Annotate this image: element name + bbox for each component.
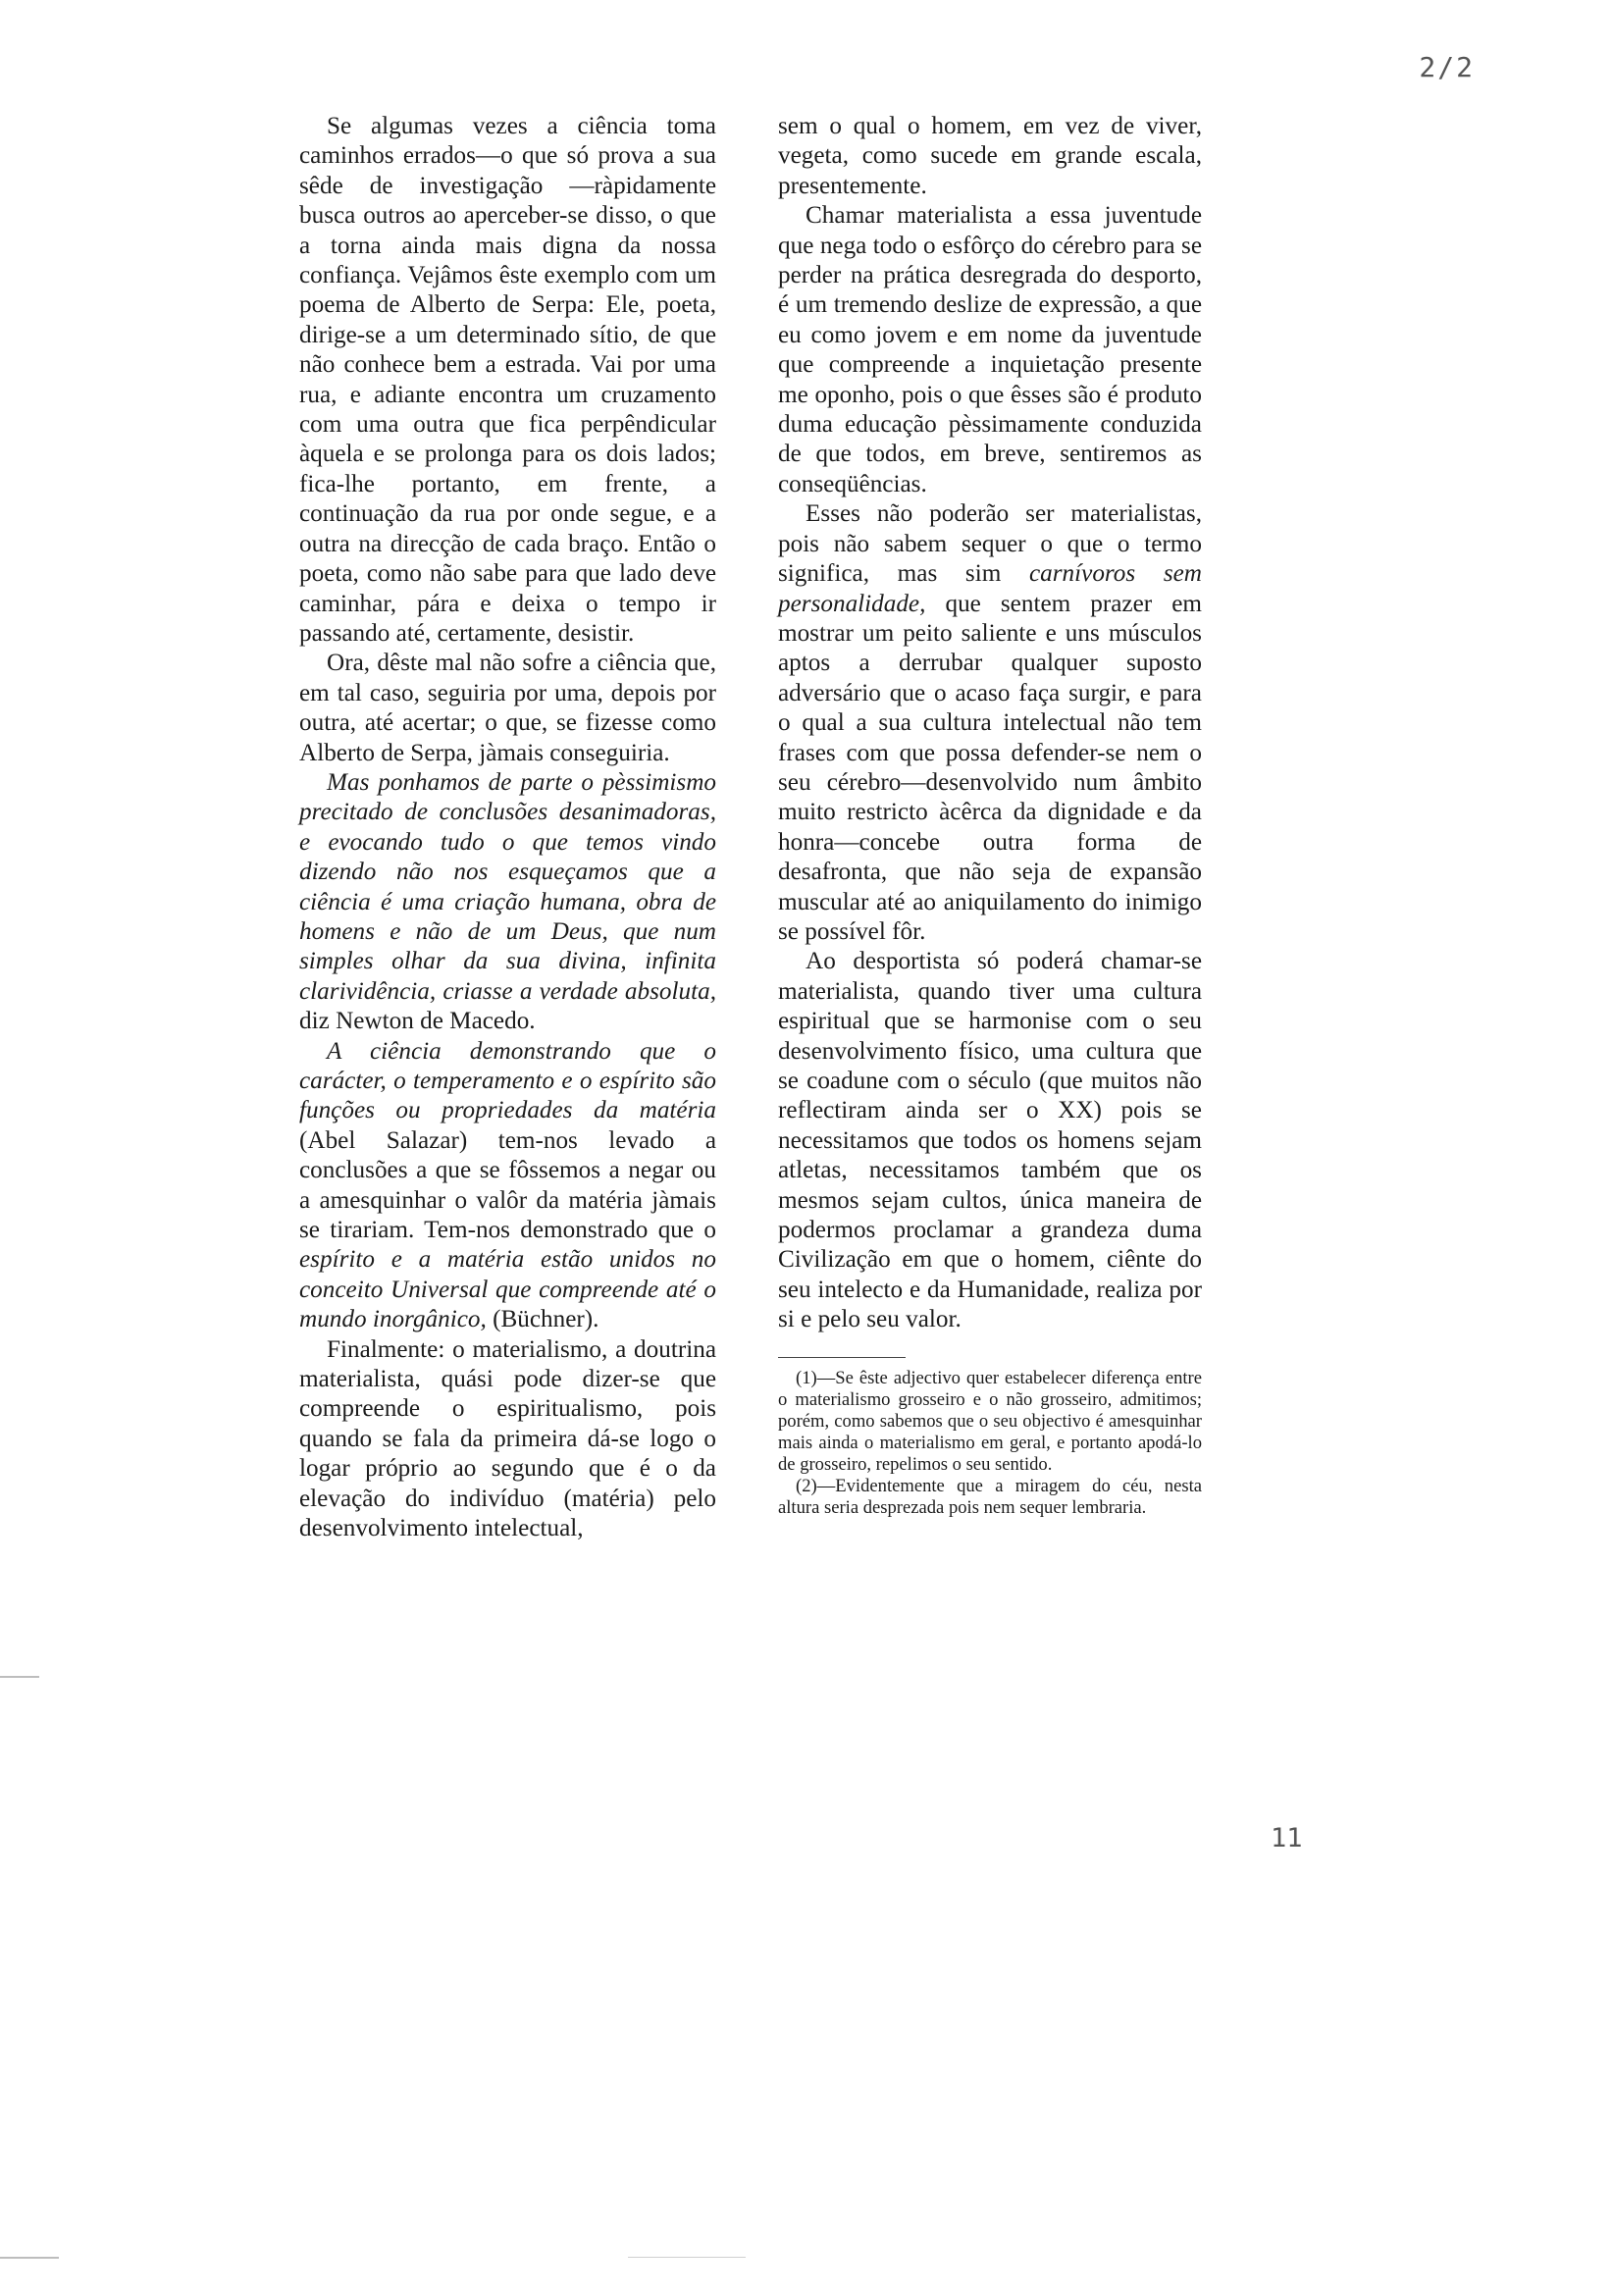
paragraph (299, 112, 716, 649)
quotation-italic: carnívoros sem personalidade, (778, 560, 1202, 617)
left-column (299, 112, 716, 1544)
right-column (778, 112, 1202, 1519)
paragraph-text: Se algumas vezes a ciência toma caminhos errados—o que só prova a sua sêde de investigação —ràpidamente busca outros ao aperceber-se disso, o que a torna ainda mais digna da nossa confiança. Vejâmos êste exemplo com um poema de Alberto de Serpa: Ele, poeta, dirige-se a um determinado sítio, de que não conhece bem a estrada. Vai por uma rua, e adiante encontra um cruzamento com uma outra que fica perpêndicular àquela e se prolonga para os dois lados; fica-lhe portanto, em frente, a continuação da rua por onde segue, e a outra na direcção de cada braço. Então o poeta, como não sabe para que lado deve caminhar, pára e deixa o tempo ir passando até, certamente, desistir. (299, 113, 716, 647)
page-marker: 2/2 (1419, 51, 1475, 83)
paragraph-text: diz Newton de Macedo. (299, 1008, 536, 1035)
paragraph-text: Ora, dêste mal não sofre a ciência que, em tal caso, seguiria por uma, depois por outra, até acertar; o que, se fizesse como Alberto de Serpa, jàmais conseguiria. (299, 650, 716, 766)
paragraph-text: sem o qual o homem, em vez de viver, vegeta, como sucede em grande escala, presentemente. (778, 113, 1202, 199)
paragraph-text: Chamar materialista a essa juventude que nega todo o esfôrço do cérebro para se perder na prática desregrada do desporto, é um tremendo deslize de expressão, a que eu como jovem e em nome da juventude que compreende a inquietação presente me oponho, pois o que êsses são é produto duma educação pèssimamente conduzida de que todos, em breve, sentiremos as conseqüências. (778, 202, 1202, 497)
footnote: (1)—Se êste adjectivo quer estabelecer diferença entre o materialismo grosseiro e o não grosseiro, admitimos; porém, como sabemos que o seu objectivo é amesquinhar mais ainda o materialismo em geral, e portanto apodá-lo de grosseiro, repelimos o seu sentido. (778, 1367, 1202, 1475)
paragraph-text: (Büchner). (486, 1306, 599, 1333)
footnotes (778, 1368, 1202, 1519)
paragraph (778, 112, 1202, 201)
quotation-italic: A ciência demonstrando que o carácter, o temperamento e o espírito são funções ou propriedades da matéria (299, 1037, 716, 1124)
paragraph (299, 1037, 716, 1335)
paragraph (299, 1335, 716, 1544)
scan-edge-mark (0, 1676, 39, 1678)
paragraph (299, 649, 716, 768)
paragraph (299, 768, 716, 1037)
paragraph-text: Esses não poderão ser materialistas, pois não sabem sequer o que o termo significa, mas sim (778, 500, 1202, 588)
paragraph-text: Ao desportista só poderá chamar-se materialista, quando tiver uma cultura espiritual que se harmonise com o seu desenvolvimento físico, uma cultura que se coadune com o século (que muitos não reflectiram ainda ser o XX) pois se necessitamos que todos os homens sejam atletas, necessitamos também que os mesmos sejam cultos, única maneira de podermos proclamar a grandeza duma Civilização em que o homem, ciênte do seu intelecto e da Humanidade, realiza por si e pelo seu valor. (778, 948, 1202, 1333)
quotation-italic: Mas ponhamos de parte o pèssimismo precitado de conclusões desanimadoras, e evocando tudo o que temos vindo dizendo não nos esqueçamos que a ciência é uma criação humana, obra de homens e não de um Deus, que num simples olhar da sua divina, infinita clarividência, criasse a verdade absoluta, (299, 768, 716, 1005)
paragraph-text: Finalmente: o materialismo, a doutrina materialista, quási pode dizer-se que compreende o espiritualismo, pois quando se fala da primeira dá-se logo o logar próprio ao segundo que é o da elevação do indivíduo (matéria) pelo desenvolvimento intelectual, (299, 1335, 716, 1542)
paragraph (778, 201, 1202, 499)
paragraph-text: que sentem prazer em mostrar um peito saliente e uns músculos aptos a derrubar qualquer suposto adversário que o acaso faça surgir, e para o qual a sua cultura intelectual não tem frases com que possa defender-se nem o seu cérebro—desenvolvido num âmbito muito restricto àcêrca da dignidade e da honra—concebe outra forma de desafronta, que não seja de expansão muscular até ao aniquilamento do inimigo se possível fôr. (778, 590, 1202, 945)
footnote: (2)—Evidentemente que a miragem do céu, nesta altura seria desprezada pois nem sequer lembraria. (778, 1475, 1202, 1518)
quotation-italic: espírito e a matéria estão unidos no conceito Universal que compreende até o mundo inorgânico, (299, 1246, 716, 1333)
paragraph (778, 947, 1202, 1334)
scan-speck (628, 2257, 746, 2258)
paragraph (778, 499, 1202, 947)
scan-edge-mark (0, 2257, 59, 2259)
paragraph-text: (Abel Salazar) tem-nos levado a conclusões a que se fôssemos a negar ou a amesquinhar o valôr da matéria jàmais se tirariam. Tem-nos demonstrado que o (299, 1126, 716, 1244)
footnote-rule (778, 1357, 906, 1358)
page-number: 11 (1271, 1823, 1303, 1853)
